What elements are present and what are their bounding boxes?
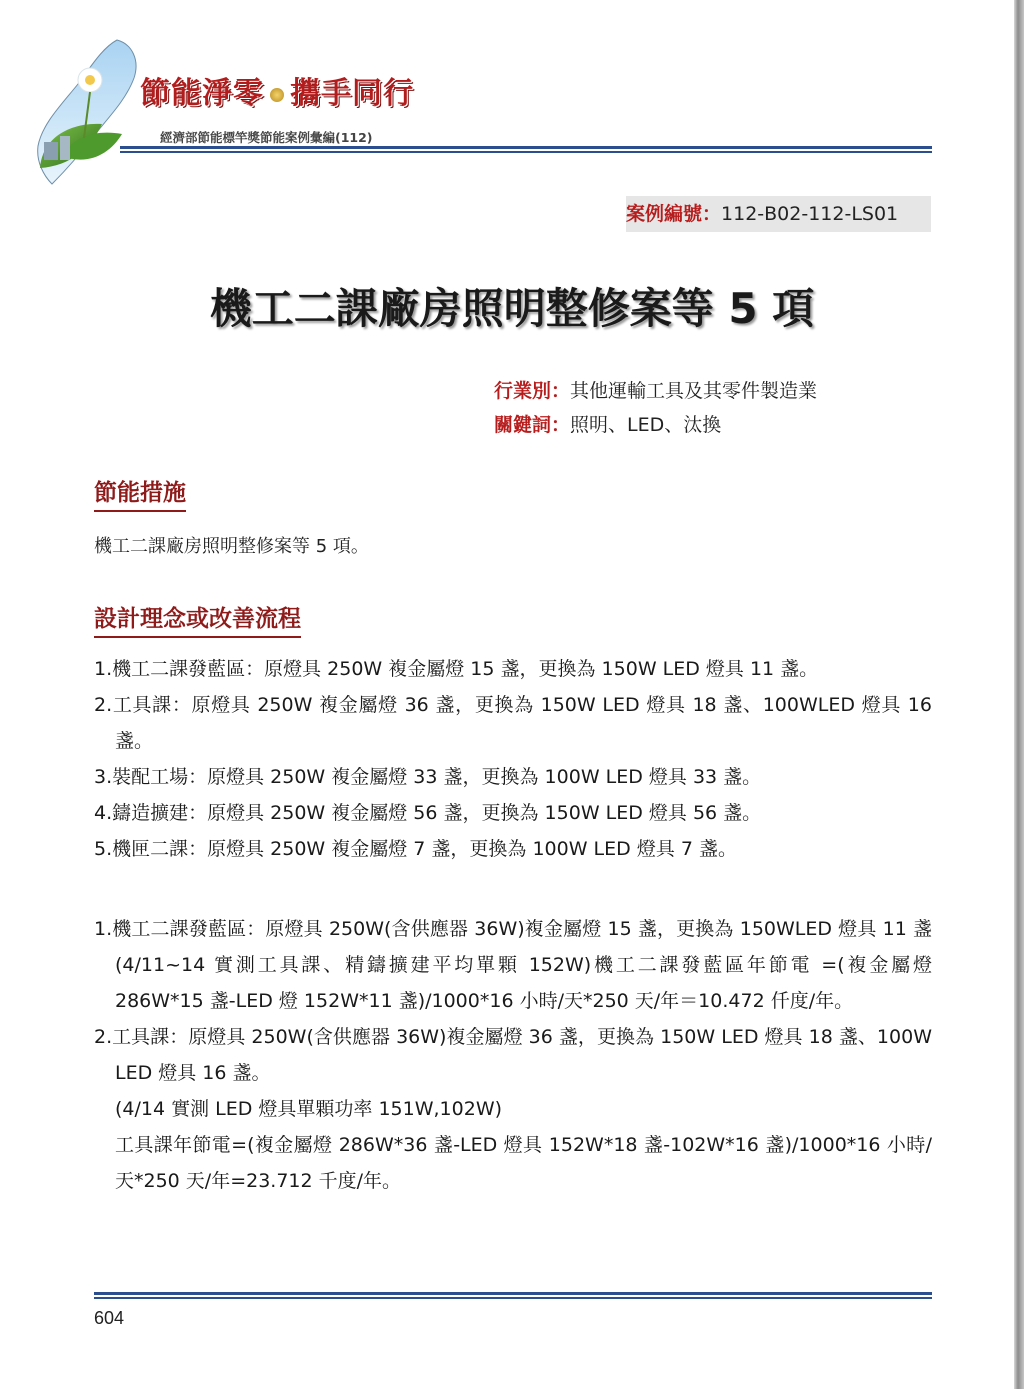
calc-item-formula: 工具課年節電=(複金屬燈 286W*36 盞-LED 燈具 152W*18 盞-102W*16 盞)/1000*16 小時/天*250 天/年=23.712 千度/年。 [115,1134,932,1192]
design-list [94,651,932,867]
measures-text: 機工二課廠房照明整修案等 5 項。 [94,536,369,557]
measures-heading: 節能措施 [94,474,186,512]
list-item: 3.裝配工場：原燈具 250W 複金屬燈 33 盞，更換為 100W LED 燈具 33 盞。 [94,766,762,788]
design-heading: 設計理念或改善流程 [94,600,301,638]
header-subtitle: 經濟部節能標竿獎節能案例彙編(112) [160,130,373,145]
case-number-value: 112-B02-112-LS01 [721,203,899,225]
calc-item-note: (4/14 實測 LED 燈具單顆功率 151W,102W) [115,1098,503,1120]
industry-line [494,376,817,403]
keywords-line [494,410,721,437]
list-item: 2.工具課：原燈具 250W 複金屬燈 36 盞，更換為 150W LED 燈具 18 盞、100WLED 燈具 16 盞。 [94,694,932,752]
list-item: 1.機工二課發藍區：原燈具 250W 複金屬燈 15 盞，更換為 150W LED 燈具 11 盞。 [94,658,819,680]
list-item: 4.鑄造擴建：原燈具 250W 複金屬燈 56 盞，更換為 150W LED 燈具 56 盞。 [94,802,762,824]
calc-item-text: 1.機工二課發藍區：原燈具 250W(含供應器 36W)複金屬燈 15 盞，更換為 150WLED 燈具 11 盞(4/11~14 實測工具課、精鑄擴建平均單顆 152W)機工二課發藍區年節電 =(複金屬燈 286W*15 盞-LED 燈 152W*11 盞)/1000*16 小時/天*250 天/年＝10.472 仟度/年。 [94,918,932,1012]
page-title: 機工二課廠房照明整修案等 5 項 [209,284,815,333]
keywords-value: 照明、LED、汰換 [570,414,722,436]
header-slogan [140,68,414,112]
case-number-label: 案例編號： [626,203,722,225]
list-item: 5.機匣二課：原燈具 250W 複金屬燈 7 盞，更換為 100W LED 燈具 7 盞。 [94,838,737,860]
case-number [626,196,931,232]
industry-label: 行業別： [494,380,571,402]
footer-rule [94,1292,932,1299]
slogan-right: 攜手同行 [290,76,414,111]
ornament-dot-icon [270,88,284,102]
slogan-left: 節能淨零 [140,76,264,111]
page-number: 604 [94,1308,125,1328]
calc-item-text: 2.工具課：原燈具 250W(含供應器 36W)複金屬燈 36 盞，更換為 150W LED 燈具 18 盞、100W LED 燈具 16 盞。 [94,1026,932,1084]
calculation-list [94,911,932,1199]
list-item [94,1019,932,1199]
industry-value: 其他運輸工具及其零件製造業 [570,380,818,402]
list-item [94,911,932,1019]
taiwan-leaf-logo-icon [22,38,152,188]
page-edge [1014,0,1024,1389]
header-rule [120,146,932,153]
keywords-label: 關鍵詞： [494,414,571,436]
